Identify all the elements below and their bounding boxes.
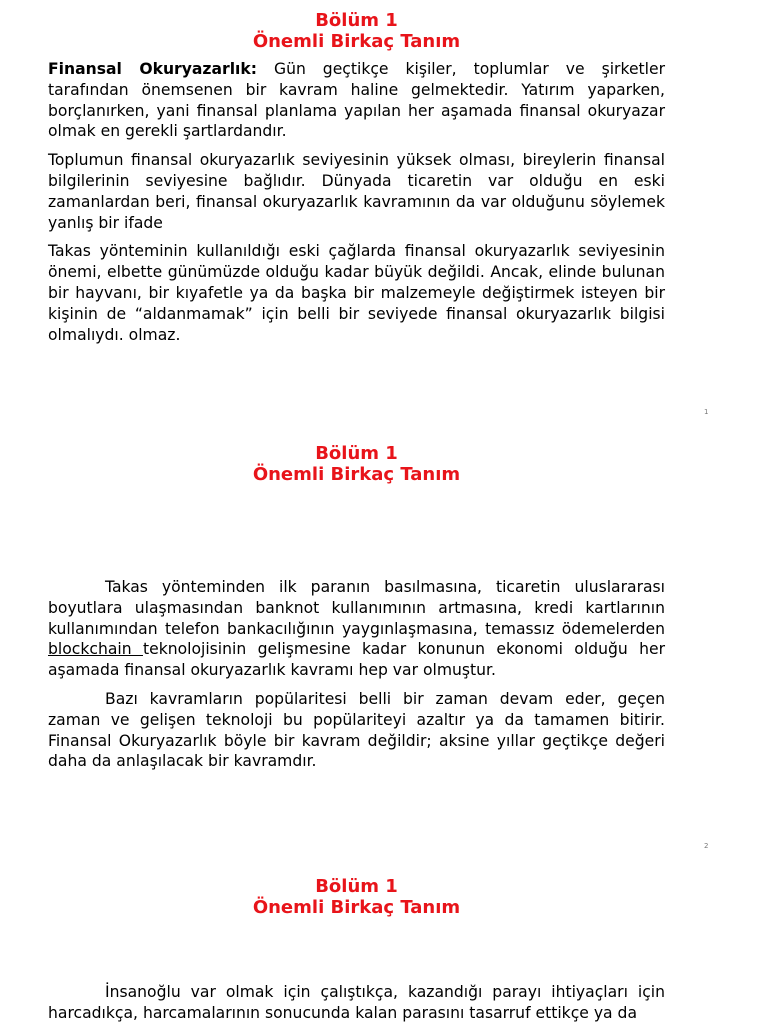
page-1-heading — [0, 10, 713, 52]
chapter-label: Bölüm 1 — [315, 876, 398, 897]
page-3-body — [48, 982, 665, 1032]
paragraph: Toplumun finansal okuryazarlık seviyesinin yüksek olması, bireylerin finansal bilgilerinin seviyesine bağlıdır. Dünyada ticaretin var olduğu en eski zamanlardan beri, finansal okuryazarlık kavramının da var olduğunu söylemek yanlış bir ifade — [48, 151, 665, 232]
page-1-body — [48, 59, 665, 353]
page-2 — [0, 433, 768, 866]
paragraph: Takas yönteminin kullanıldığı eski çağlarda finansal okuryazarlık seviyesinin önemi, elbette günümüzde olduğu kadar büyük değildi. Ancak, elinde bulunan bir hayvanı, bir kıyafetle ya da başka bir malzemeyle değiştirmek isteyen bir kişinin de “aldanmamak” için belli bir seviyede finansal okuryazarlık bilgisi olmalıydı. olmaz. — [48, 242, 665, 344]
page-2-body — [48, 577, 665, 780]
page-3-heading — [0, 876, 713, 918]
paragraph: İnsanoğlu var olmak için çalıştıkça, kazandığı parayı ihtiyaçları için harcadıkça, harcamalarının sonucunda kalan parasını tasarruf ettikçe ya da — [48, 983, 665, 1022]
chapter-label: Bölüm 1 — [315, 443, 398, 464]
paragraph: Takas yönteminden ilk paranın basılmasına, ticaretin uluslararası boyutlara ulaşmasından banknot kullanımının artmasına, kredi kartlarının kullanımından telefon bankacılığının yaygınlaşmasına, temassız ödemelerden blockchain teknolojisinin gelişmesine kadar konunun ekonomi olduğu her aşamada finansal okuryazarlık kavramı hep var olmuştur. — [48, 578, 665, 680]
page-3 — [0, 866, 768, 1024]
paragraph — [48, 59, 665, 142]
defined-term: Finansal Okuryazarlık: — [48, 60, 258, 78]
page-2-heading — [0, 443, 713, 485]
definition-text: Gün geçtikçe kişiler, toplumlar ve şirketler tarafından önemsenen bir kavram haline gelmektedir. Yatırım yaparken, borçlanırken, yani finansal planlama yapılan her aşamada finansal okuryazar olmak en gerekli şartlardandır. — [48, 60, 665, 141]
page-number: 2 — [704, 842, 709, 850]
chapter-title: Önemli Birkaç Tanım — [252, 897, 461, 918]
paragraph: Bazı kavramların popülaritesi belli bir zaman devam eder, geçen zaman ve gelişen teknoloji bu popülariteyi azaltır ya da tamamen bitirir. Finansal Okuryazarlık böyle bir kavram değildir; aksine yıllar geçtikçe değeri daha da anlaşılacak bir kavramdır. — [48, 689, 665, 771]
page-number: 1 — [704, 408, 709, 416]
underlined-term: blockchain — [48, 640, 143, 659]
chapter-label: Bölüm 1 — [315, 10, 398, 31]
chapter-title: Önemli Birkaç Tanım — [252, 464, 461, 485]
page-1 — [0, 0, 768, 433]
chapter-title: Önemli Birkaç Tanım — [252, 31, 461, 52]
